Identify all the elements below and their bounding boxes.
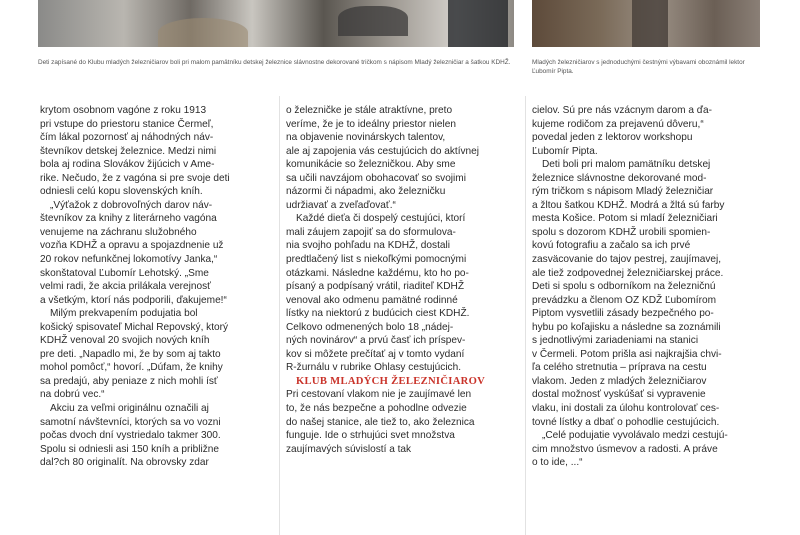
paragraph: krytom osobnom vagóne z roku 1913 pri vstupe do priestoru stanice Čermeľ, čím lákal pozornosť aj náhodných náv- števníkov detskej železnice. Medzi nimi bola aj rodina Slovákov žijúcich v Ame- rike. Nečudo, že z vagóna si pre svoje deti odniesli celú kopu slovenských kníh. [40,105,230,198]
photo-figure [448,0,508,47]
article-column-3 [532,104,764,470]
photo-track-lecture [532,0,760,47]
photo-children-railway [38,0,514,47]
photo-figure [338,6,408,36]
paragraph: „Celé podujatie vyvolávalo medzi cestujú- cim množstvo úsmevov a radosti. A práve o to ide, ...“ [532,430,728,469]
paragraph: o železničke je stále atraktívne, preto veríme, že je to ideálny priestor nielen na objavenie novinárskych talentov, ale aj zapojenia vás cestujúcich do aktívnej komunikácie so železničkou. Aby sme sa učili navzájom obohacovať so svojimi názormi či nápadmi, ako železničku udržiavať a zveľaďovať.“ [286,105,480,211]
paragraph: cielov. Sú pre nás vzácnym darom a ďa- kujeme rodičom za prejavenú dôveru,“ povedal jeden z lektorov workshopu Ľubomír Pipta. [532,105,712,157]
photo-figure [158,18,248,47]
section-heading: KLUB MLADÝCH ŽELEZNIČIAROV [296,375,486,387]
article-column-2 [286,104,518,456]
paragraph: Pri cestovaní vlakom nie je zaujímavé len to, že nás bezpečne a pohodlne odvezie do našej stanice, ale tiež to, ako železnica funguje. Ide o strhujúci svet množstva zaujímavých súvislostí a tak [286,389,475,455]
photo-caption-main: Deti zapísané do Klubu mladých železničiarov boli pri malom pamätníku detskej železnice slávnostne dekorované tričkom s nápisom Mladý železničiar a šatkou KDHŽ. [38,59,511,66]
column-divider [279,96,280,535]
photo-caption-side: Mladých železničiarov s jednoduchými čestnými výbavami oboznámil lektor Ľubomír Pipta. [532,59,745,75]
paragraph: Akciu za veľmi originálnu označili aj samotní návštevníci, ktorých sa vo vozni počas dvoch dní vystriedalo takmer 300. Spolu si odniesli asi 150 kníh a približne dal?ch 80 originalít. Na obrovsky zdar [40,403,221,469]
paragraph: Milým prekvapením podujatia bol košický spisovateľ Michal Repovský, ktorý KDHŽ venoval 20 svojich nových kníh pre deti. „Napadlo mi, že by som aj takto mohol pomôcť,“ hovorí. „Dúfam, že knihy sa predajú, aby peniaze z nich mohli ísť na dobrú vec.“ [40,308,229,401]
paragraph: „Výťažok z dobrovoľných darov náv- števníkov za knihy z literárneho vagóna venujeme na záchranu služobného vozňa KDHŽ a opravu a spojazdnenie už 20 rokov nefunkčnej lokomotívy Janka,“ skonštatoval Ľubomír Lehotský. „Sme velmi radi, že akcia prilákala verejnosť a všetkým, ktorí nás podporili, ďakujeme!“ [40,199,227,306]
column-divider [525,96,526,535]
paragraph: Každé dieťa či dospelý cestujúci, ktorí mali záujem zapojiť sa do sformulova- nia svojho pohľadu na KDHŽ, dostali predtlačený list s niekoľkými pomocnými otázkami. Následne každému, kto ho po- písaný a podpísaný vrátil, riaditeľ KDHŽ venoval ako odmenu pamätné rodinné lístky na niektorú z budúcich ciest KDHŽ. Celkovo odmenených bolo 18 „nádej- ných novinárov“ a prvú časť ich príspev- kov si môžete prečítať aj v tomto vydaní R-žurnálu v rubrike Ohlasy cestujúcich. [286,213,470,374]
photo-rail [632,0,668,47]
article-column-1 [40,104,272,470]
paragraph: Deti boli pri malom pamätníku detskej železnice slávnostne dekorované mod- rým tričkom s nápisom Mladý železničiar a žltou šatkou KDHŽ. Modrá a žltá sú farby mesta Košice. Potom si mladí železničiari spolu s dozorom KDHŽ urobili spomien- kovú fotografiu a začalo sa ich prvé zasväcovanie do tajov pestrej, zaujímavej, ale tiež zodpovednej železničiarskej práce. Deti si spolu s odborníkom na železničnú prevádzku a členom OZ KDŽ Ľubomírom Piptom vysvetlili zásady bezpečného po- hybu po koľajisku a následne sa zoznámili s jednotlivými zariadeniami na stanici v Čermeli. Potom prišla asi najkrajšia chvi- ľa celého stretnutia – príprava na cestu vlakom. Jeden z mladých železničiarov dostal možnosť vyskúšať si vypravenie vlaku, ini dostali za úlohu kontrolovať ces- tovné lístky a dbať o pohodlie cestujúcich. [532,159,725,428]
